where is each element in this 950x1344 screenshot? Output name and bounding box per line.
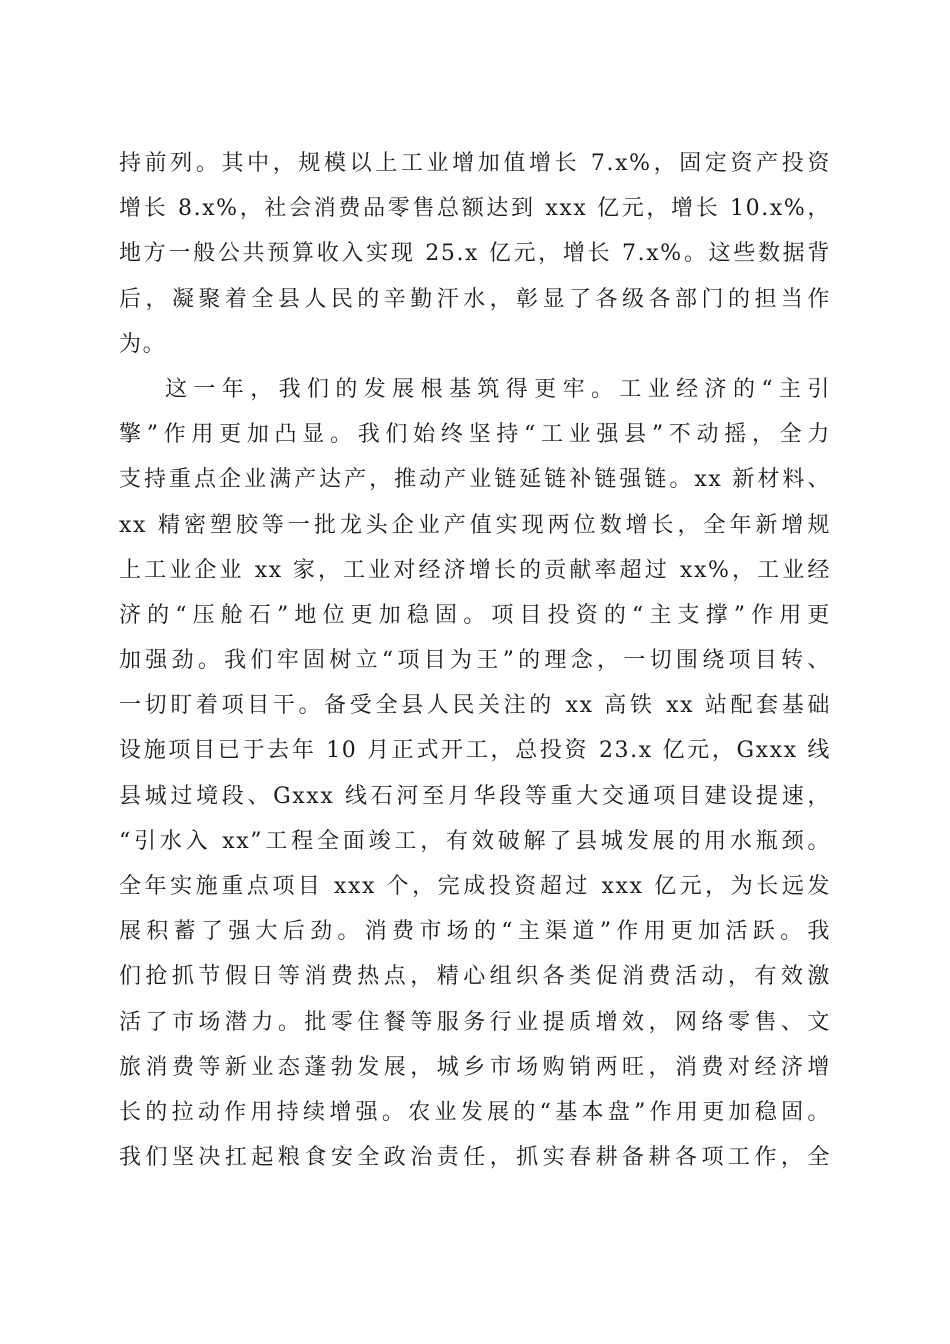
text-line: 县城过境段、Gxxx 线石河至月华段等重大交通项目建设提速， xyxy=(119,783,831,809)
paragraph-1 xyxy=(119,141,831,367)
text-line: 全年实施重点项目 xxx 个，完成投资超过 xxx 亿元，为长远发 xyxy=(119,874,831,899)
text-line: 济的“压舱石”地位更加稳固。项目投资的“主支撑”作用更 xyxy=(119,602,831,628)
text-line: 们抢抓节假日等消费热点，精心组织各类促消费活动，有效激 xyxy=(119,964,831,990)
text-line: 长的拉动作用持续增强。农业发展的“基本盘”作用更加稳固。 xyxy=(119,1099,831,1125)
text-line: 增长 8.x%，社会消费品零售总额达到 xxx 亿元，增长 10.x%， xyxy=(119,196,831,222)
text-line: 后，凝聚着全县人民的辛勤汗水，彰显了各级各部门的担当作 xyxy=(119,286,831,312)
text-line: 持前列。其中，规模以上工业增加值增长 7.x%，固定资产投资 xyxy=(119,151,831,176)
body-text xyxy=(119,141,831,1180)
paragraph-2 xyxy=(119,367,831,1180)
text-line: 这一年，我们的发展根基筑得更牢。工业经济的“主引 xyxy=(165,376,831,402)
text-line: 活了市场潜力。批零住餐等服务行业提质增效，网络零售、文 xyxy=(119,1009,831,1035)
text-line: 旅消费等新业态蓬勃发展，城乡市场购销两旺，消费对经济增 xyxy=(119,1054,831,1080)
text-line: xx 精密塑胶等一批龙头企业产值实现两位数增长，全年新增规 xyxy=(119,512,831,538)
text-line: 加强劲。我们牢固树立“项目为王”的理念，一切围绕项目转、 xyxy=(119,648,831,674)
text-line: 一切盯着项目干。备受全县人民关注的 xx 高铁 xx 站配套基础 xyxy=(119,693,831,719)
text-line: 擎”作用更加凸显。我们始终坚持“工业强县”不动摇，全力 xyxy=(119,422,831,448)
text-line: 为。 xyxy=(119,331,167,357)
text-line: 我们坚决扛起粮食安全政治责任，抓实春耕备耕各项工作，全 xyxy=(119,1145,831,1171)
text-line: “引水入 xx”工程全面竣工，有效破解了县城发展的用水瓶颈。 xyxy=(119,828,831,854)
text-line: 上工业企业 xx 家，工业对经济增长的贡献率超过 xx%，工业经 xyxy=(119,557,831,583)
text-line: 设施项目已于去年 10 月正式开工，总投资 23.x 亿元，Gxxx 线 xyxy=(119,738,831,764)
text-line: 展积蓄了强大后劲。消费市场的“主渠道”作用更加活跃。我 xyxy=(119,919,831,945)
text-line: 地方一般公共预算收入实现 25.x 亿元，增长 7.x%。这些数据背 xyxy=(119,241,831,267)
text-line: 支持重点企业满产达产，推动产业链延链补链强链。xx 新材料、 xyxy=(119,467,831,493)
